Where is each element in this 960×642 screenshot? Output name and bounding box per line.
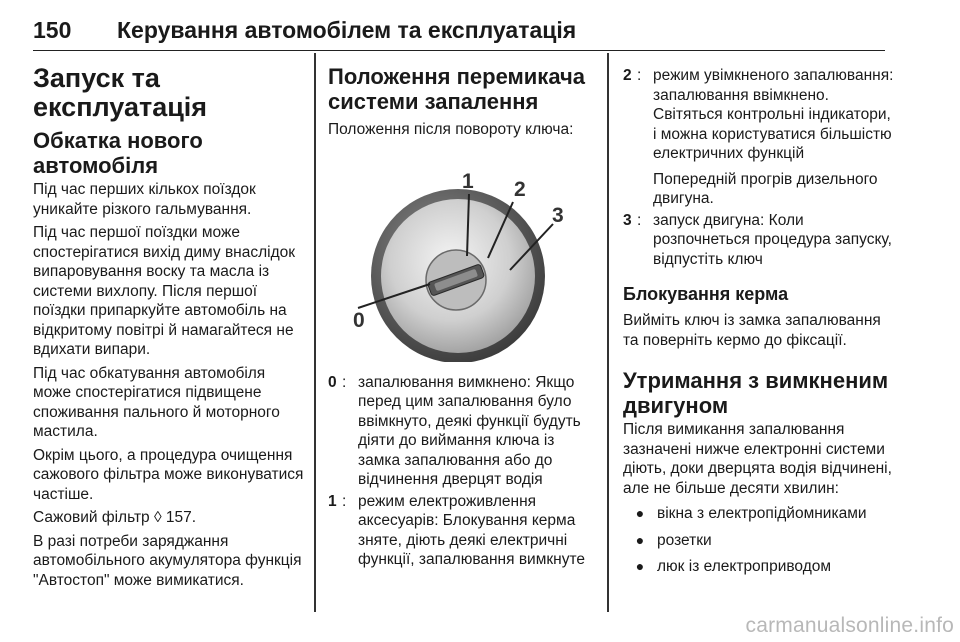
position-number: 2 — [623, 67, 632, 84]
bullet-icon: ● — [635, 505, 645, 521]
position-item — [328, 492, 598, 570]
bullet-text: розетки — [657, 531, 712, 549]
column-divider — [314, 53, 316, 612]
position-separator: : — [342, 373, 347, 391]
paragraph: В разі потреби заряджання автомобільного акумулятора функція "Автостоп" може вимикатися. — [33, 532, 302, 589]
position-text: запалювання вимкнено: Якщо перед цим запалювання було ввімкнуто, деякі функції будуть діяти до виймання ключа із замка запалювання або до відчинення дверцят водія — [358, 373, 581, 488]
list-item — [623, 531, 895, 551]
paragraph: Під час обкатування автомобіля може спостерігатися підвищене споживання пального й моторного мастила. — [33, 364, 280, 440]
position-number: 3 — [623, 211, 632, 229]
position-number: 1 — [328, 492, 337, 510]
paragraph: Вийміть ключ із замка запалювання та поверніть кермо до фіксації. — [623, 312, 881, 349]
bullet-text: люк із електроприводом — [657, 558, 832, 575]
position-separator: : — [342, 492, 347, 510]
column-1 — [33, 56, 305, 594]
figure-label-3: 3 — [552, 203, 564, 227]
paragraph: Після вимикання запалювання зазначені нижче електронні системи діють, доки дверцята водія відчинені, але не більше десяти хвилин: — [623, 421, 892, 497]
position-item — [623, 66, 895, 164]
section-title: Запуск та експлуатація — [33, 63, 208, 122]
bullet-list — [623, 504, 895, 577]
position-text: режим увімкненого запалювання: запалювання ввімкнено. Світяться контрольні індикатори, і можна користуватися більшістю електричних функцій — [653, 67, 894, 162]
intro-text: Положення після повороту ключа: — [328, 121, 574, 138]
figure-label-1: 1 — [462, 169, 474, 193]
list-item — [623, 557, 895, 577]
note-text: Попередній прогрів дизельного двигуна. — [653, 170, 878, 207]
ignition-switch-figure — [328, 152, 598, 362]
position-text: режим електроживлення аксесуарів: Блокування керма зняте, діють деякі електричні функції, запалювання вимкнуте — [358, 492, 586, 568]
position-separator: : — [637, 211, 642, 229]
figure-label-2: 2 — [514, 177, 526, 201]
subsection-title: Обкатка нового автомобіля — [33, 128, 203, 178]
cross-reference[interactable]: Сажовий фільтр ◊ 157. — [33, 509, 197, 526]
column-divider — [607, 53, 609, 612]
position-item — [623, 211, 895, 270]
paragraph: Окрім цього, а процедура очищення сажового фільтра може виконуватися частіше. — [33, 446, 304, 503]
page-header — [33, 12, 885, 51]
bullet-text: вікна з електропідйомниками — [657, 505, 867, 522]
paragraph: Під час перших кількох поїздок уникайте різкого гальмування. — [33, 181, 256, 218]
page-number: 150 — [33, 17, 72, 43]
position-text: запуск двигуна: Коли розпочнеться процедура запуску, відпустіть ключ — [653, 211, 892, 268]
list-item — [623, 504, 895, 524]
section-title: Положення перемикача системи запалення — [328, 64, 586, 114]
position-separator: : — [637, 67, 642, 84]
column-2 — [328, 56, 598, 572]
running-title: Керування автомобілем та експлуатація — [117, 17, 577, 43]
column-3 — [623, 56, 895, 584]
paragraph: Під час першої поїздки може спостерігатися вихід диму внаслідок випаровування воску та масла із системи вихлопу. Після першої поїздки припаркуйте автомобіль на відкритому повітрі й намагайтеся не вдихати випари. — [33, 224, 296, 358]
figure-label-0: 0 — [353, 308, 365, 332]
position-item — [328, 373, 598, 490]
watermark: carmanualsonline.info — [745, 614, 954, 637]
position-number: 0 — [328, 373, 337, 391]
section-title: Утримання з вимкненим двигуном — [623, 368, 889, 418]
bullet-icon: ● — [635, 558, 645, 574]
bullet-icon: ● — [635, 531, 645, 548]
section-title: Блокування керма — [623, 284, 789, 304]
